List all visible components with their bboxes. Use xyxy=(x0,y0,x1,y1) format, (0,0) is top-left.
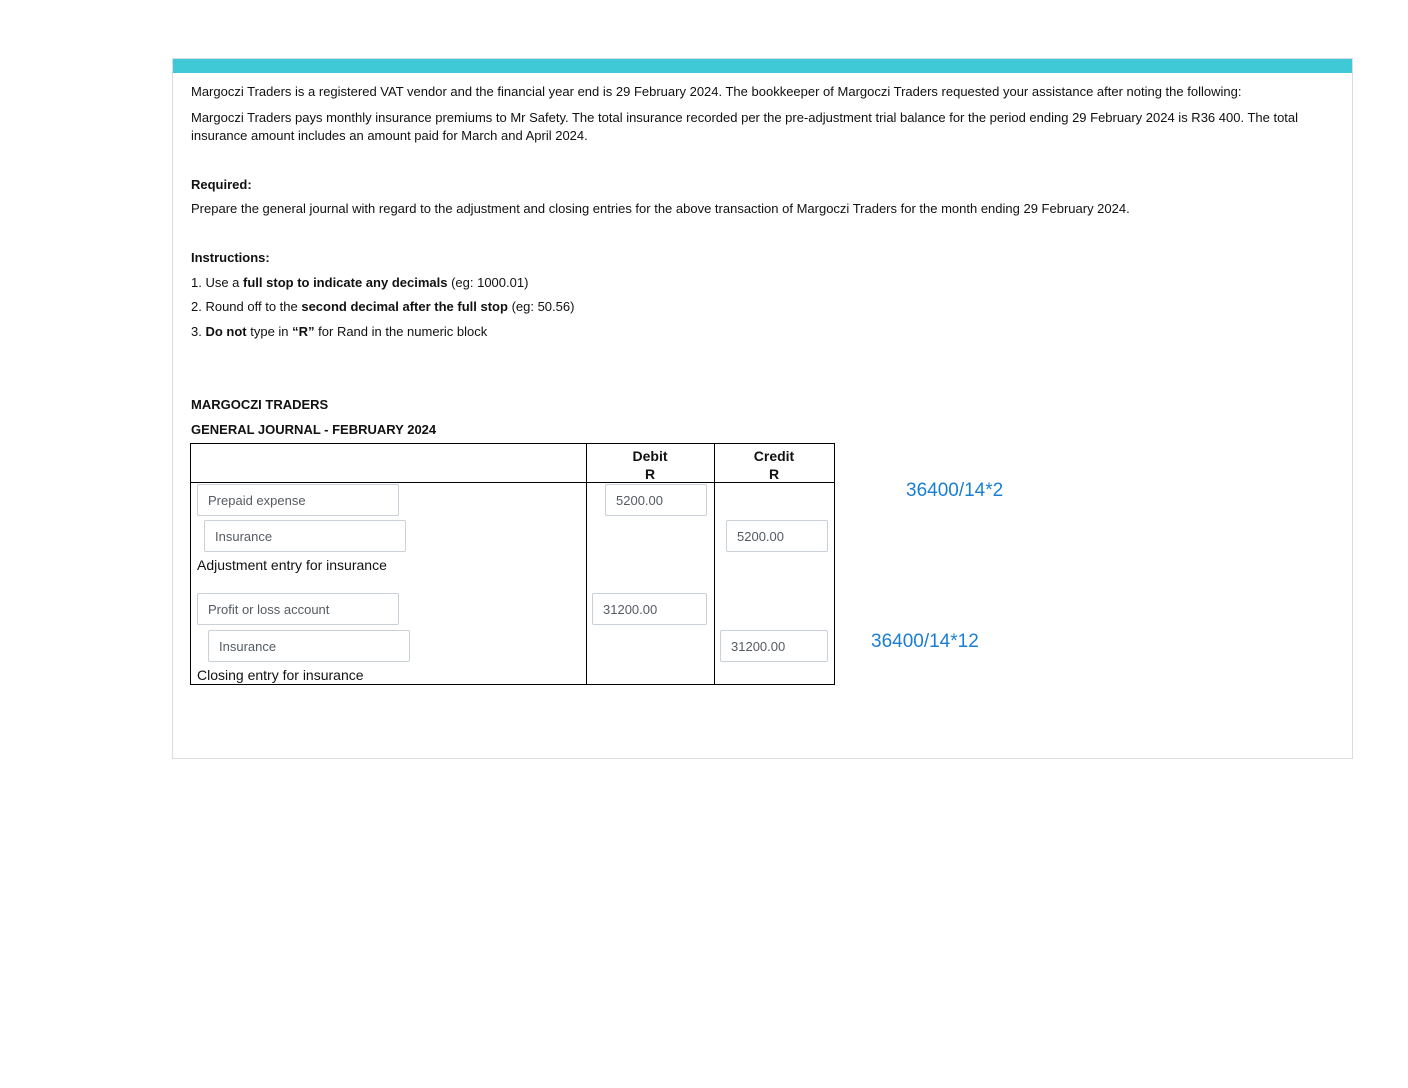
entry2-credit-account-input[interactable] xyxy=(208,630,410,662)
debit-column-header xyxy=(586,447,714,483)
journal-title: GENERAL JOURNAL - FEBRUARY 2024 xyxy=(191,422,437,437)
instruction-2: 2. Round off to the second decimal after the full stop (eg: 50.56) xyxy=(191,299,575,314)
entry2-debit-account-input[interactable] xyxy=(197,593,399,625)
entry1-debit-amount-input[interactable] xyxy=(605,484,707,516)
instructions-heading: Instructions: xyxy=(191,250,270,265)
debit-header-unit: R xyxy=(644,466,656,482)
calculation-note-closing: 36400/14*12 xyxy=(871,631,979,652)
required-text: Prepare the general journal with regard to the adjustment and closing entries for the above transaction of Margoczi Traders for the month ending 29 February 2024. xyxy=(191,201,1130,216)
entry2-credit-amount-input[interactable] xyxy=(720,630,828,662)
question-intro: Margoczi Traders is a registered VAT vendor and the financial year end is 29 February 2024. The bookkeeper of Margoczi Traders requested your assistance after noting the following: xyxy=(191,84,1242,99)
company-name: MARGOCZI TRADERS xyxy=(191,397,329,412)
entry1-narration: Adjustment entry for insurance xyxy=(197,557,387,573)
accent-bar xyxy=(173,59,1352,73)
required-heading: Required: xyxy=(191,177,252,192)
entry1-credit-amount-input[interactable] xyxy=(726,520,828,552)
debit-header-label: Debit xyxy=(632,448,668,464)
credit-header-unit: R xyxy=(768,466,780,482)
instruction-3: 3. Do not type in “R” for Rand in the numeric block xyxy=(191,324,488,339)
credit-column-header xyxy=(714,447,834,483)
instruction-1: 1. Use a full stop to indicate any decimals (eg: 1000.01) xyxy=(191,275,529,290)
entry1-debit-account-input[interactable] xyxy=(197,484,399,516)
question-body: Margoczi Traders pays monthly insurance premiums to Mr Safety. The total insurance recorded per the pre-adjustment trial balance for the period ending 29 February 2024 is R36 400. The total insurance amount includes an amount paid for March and April 2024. xyxy=(191,110,1299,143)
entry2-debit-amount-input[interactable] xyxy=(592,593,707,625)
calculation-note-prepaid: 36400/14*2 xyxy=(906,480,1004,501)
entry1-credit-account-input[interactable] xyxy=(204,520,406,552)
credit-header-label: Credit xyxy=(753,448,795,464)
entry2-narration: Closing entry for insurance xyxy=(197,667,364,683)
